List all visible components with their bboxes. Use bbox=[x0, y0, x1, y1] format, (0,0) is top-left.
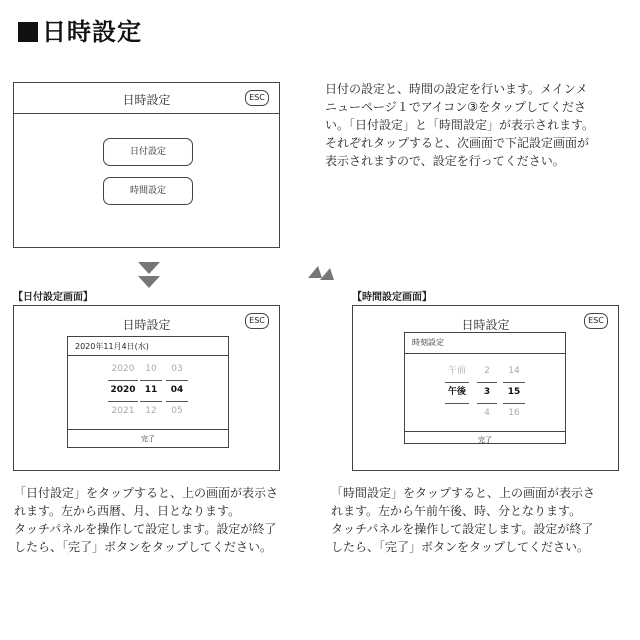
description-line: 表示されますので、設定を行ってください。 bbox=[325, 154, 565, 168]
year-next: 2021 bbox=[111, 406, 135, 416]
description-line: ニューページ１でアイコン③をタップしてくださ bbox=[325, 100, 586, 114]
selection-line bbox=[166, 380, 188, 381]
date-setting-button[interactable]: 日付設定 bbox=[103, 138, 193, 166]
title-square-icon bbox=[18, 22, 38, 42]
esc-button[interactable]: ESC bbox=[245, 313, 269, 329]
done-button[interactable]: 完了 bbox=[478, 436, 492, 444]
hour-wheel[interactable] bbox=[477, 361, 497, 424]
selection-line bbox=[140, 380, 162, 381]
selection-line bbox=[140, 401, 162, 402]
date-screen-caption: 【日付設定画面】 bbox=[13, 292, 93, 303]
description-line: したら、「完了」ボタンをタップしてください。 bbox=[331, 540, 590, 554]
description-time bbox=[331, 484, 631, 556]
done-button[interactable]: 完了 bbox=[141, 435, 155, 443]
minute-next: 16 bbox=[508, 408, 520, 418]
description-line: タッチパネルを操作して設定します。設定が終了 bbox=[14, 522, 277, 536]
description-line: 日付の設定と、時間の設定を行います。メインメ bbox=[325, 82, 588, 96]
date-setting-screen bbox=[13, 305, 280, 471]
description-date bbox=[14, 484, 314, 556]
ampm-wheel[interactable] bbox=[445, 361, 469, 424]
day-next: 05 bbox=[171, 406, 183, 416]
minute-prev: 14 bbox=[508, 366, 520, 376]
time-setting-screen bbox=[352, 305, 619, 471]
main-screen-title: 日時設定 bbox=[122, 93, 171, 107]
day-selected[interactable]: 04 bbox=[170, 385, 184, 395]
description-line: それぞれタップすると、次画面で下記設定画面が bbox=[325, 136, 590, 150]
time-screen-title: 日時設定 bbox=[461, 318, 510, 332]
diagonal-arrow-icon bbox=[308, 260, 334, 286]
date-screen-title: 日時設定 bbox=[122, 318, 171, 332]
date-picker-panel bbox=[67, 336, 229, 448]
description-line: したら、「完了」ボタンをタップしてください。 bbox=[14, 540, 273, 554]
selection-line bbox=[445, 403, 469, 404]
day-wheel[interactable] bbox=[166, 359, 188, 422]
ampm-selected[interactable]: 午後 bbox=[447, 387, 466, 397]
selection-line bbox=[477, 382, 497, 383]
day-prev: 03 bbox=[171, 364, 183, 374]
year-selected[interactable]: 2020 bbox=[110, 385, 136, 395]
panel-divider bbox=[68, 355, 228, 356]
time-picker-panel bbox=[404, 332, 566, 444]
minute-selected[interactable]: 15 bbox=[507, 387, 521, 397]
esc-button[interactable]: ESC bbox=[245, 90, 269, 106]
page-title bbox=[18, 12, 142, 47]
selection-line bbox=[503, 382, 525, 383]
panel-divider bbox=[405, 353, 565, 354]
selection-line bbox=[477, 403, 497, 404]
hour-selected[interactable]: 3 bbox=[483, 387, 491, 397]
down-arrow-icon bbox=[138, 262, 160, 290]
month-prev: 10 bbox=[145, 364, 157, 374]
panel-divider bbox=[405, 431, 565, 432]
month-selected[interactable]: 11 bbox=[144, 385, 158, 395]
selection-line bbox=[166, 401, 188, 402]
ampm-prev: 午前 bbox=[447, 366, 466, 376]
date-picker-header: 2020年11月4日(水) bbox=[75, 342, 149, 351]
page-title-text: 日時設定 bbox=[42, 18, 142, 46]
minute-wheel[interactable] bbox=[503, 361, 525, 424]
time-setting-button[interactable]: 時間設定 bbox=[103, 177, 193, 205]
year-prev: 2020 bbox=[111, 364, 135, 374]
selection-line bbox=[445, 382, 469, 383]
description-line: 「時間設定」をタップすると、上の画面が表示さ bbox=[331, 486, 596, 500]
ampm-next bbox=[445, 403, 469, 424]
panel-divider bbox=[68, 429, 228, 430]
description-line: れます。左から午前午後、時、分となります。 bbox=[331, 504, 582, 518]
hour-prev: 2 bbox=[484, 366, 490, 376]
month-next: 12 bbox=[145, 406, 157, 416]
year-wheel[interactable] bbox=[108, 359, 138, 422]
time-screen-caption: 【時間設定画面】 bbox=[352, 292, 432, 303]
description-line: タッチパネルを操作して設定します。設定が終了 bbox=[331, 522, 594, 536]
selection-line bbox=[108, 401, 138, 402]
description-line: 「日付設定」をタップすると、上の画面が表示さ bbox=[14, 486, 279, 500]
hour-next: 4 bbox=[484, 408, 490, 418]
description-top bbox=[325, 80, 625, 170]
selection-line bbox=[108, 380, 138, 381]
selection-line bbox=[503, 403, 525, 404]
main-screen-mock bbox=[13, 82, 280, 248]
esc-button[interactable]: ESC bbox=[584, 313, 608, 329]
description-line: い。「日付設定」と「時間設定」が表示されます。 bbox=[325, 118, 595, 132]
month-wheel[interactable] bbox=[140, 359, 162, 422]
description-line: れます。左から西暦、月、日となります。 bbox=[14, 504, 241, 518]
time-picker-header: 時刻設定 bbox=[412, 338, 444, 347]
